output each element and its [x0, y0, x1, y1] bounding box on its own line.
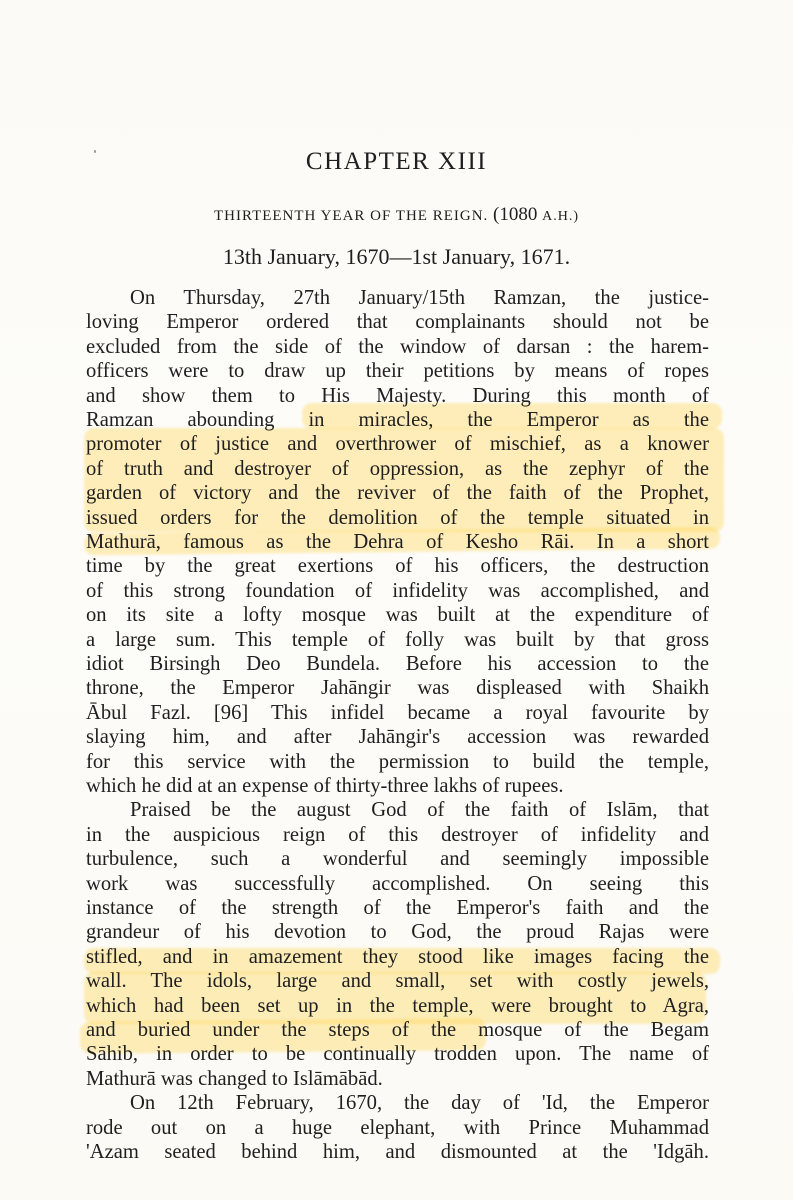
- text-line: promoter of justice and overthrower of mischief, as a knower: [86, 433, 709, 456]
- text-line: on its site a lofty mosque was built at the expenditure of: [86, 604, 709, 627]
- text-line: loving Emperor ordered that complainants should not be: [86, 311, 709, 334]
- chapter-title: CHAPTER XIII: [305, 148, 488, 175]
- chapter-subtitle: [0, 204, 793, 226]
- text-line: turbulence, such a wonderful and seemingly impossible: [86, 848, 709, 871]
- text-line: in the auspicious reign of this destroyer of infidelity and: [86, 823, 709, 846]
- subtitle-reign: THIRTEENTH YEAR OF THE REIGN.: [213, 208, 489, 224]
- text-line: issued orders for the demolition of the temple situated in: [86, 506, 709, 529]
- date-range: 13th January, 1670—1st January, 1671.: [222, 244, 571, 269]
- text-line: work was successfully accomplished. On seeing this: [86, 872, 709, 895]
- text-line: stifled, and in amazement they stood like images facing the: [86, 945, 709, 968]
- text-line: which he did at an expense of thirty-three lakhs of rupees.: [86, 775, 564, 797]
- text-line: of this strong foundation of infidelity was accomplished, and: [86, 579, 709, 602]
- text-line: of truth and destroyer of oppression, as the zephyr of the: [86, 457, 709, 480]
- text-line: On Thursday, 27th January/15th Ramzan, the justice-: [130, 287, 709, 309]
- text-line: Mathurā, famous as the Dehra of Kesho Rāi. In a short: [86, 531, 709, 553]
- text-line: On 12th February, 1670, the day of 'Id, the Emperor: [130, 1092, 709, 1115]
- text-line: wall. The idols, large and small, set with costly jewels,: [86, 970, 709, 993]
- text-line: Ābul Fazl. [96] This infidel became a royal favourite by: [86, 701, 709, 724]
- text-line: and buried under the steps of the mosque of the Begam: [86, 1019, 709, 1041]
- text-line: time by the great exertions of his officers, the destruction: [86, 555, 709, 578]
- text-line: rode out on a huge elephant, with Prince Muhammad: [86, 1116, 709, 1139]
- text-line: idiot Birsingh Deo Bundela. Before his accession to the: [86, 653, 709, 675]
- subtitle-year: (1080: [493, 204, 538, 225]
- text-line: slaying him, and after Jahāngir's accession was rewarded: [86, 726, 709, 749]
- text-line: and show them to His Majesty. During this month of: [86, 384, 709, 407]
- text-line: instance of the strength of the Emperor's faith and the: [86, 897, 709, 919]
- text-line: Praised be the august God of the faith of Islām, that: [130, 799, 709, 822]
- text-line: for this service with the permission to build the temple,: [86, 750, 709, 773]
- text-line: 'Azam seated behind him, and dismounted at the 'Idgāh.: [86, 1141, 709, 1163]
- text-line: excluded from the side of the window of darsan : the harem-: [86, 335, 709, 358]
- text-line: a large sum. This temple of folly was built by that gross: [86, 628, 709, 651]
- subtitle-era: A.H.): [542, 209, 580, 224]
- text-line: Sāhib, in order to be continually trodden upon. The name of: [86, 1043, 709, 1066]
- text-line: Ramzan abounding in miracles, the Emperor as the: [86, 409, 709, 431]
- text-line: throne, the Emperor Jahāngir was displeased with Shaikh: [86, 677, 709, 700]
- text-line: which had been set up in the temple, were brought to Agra,: [86, 994, 709, 1017]
- text-line: Mathurā was changed to Islāmābād.: [86, 1067, 383, 1090]
- text-line: grandeur of his devotion to God, the proud Rajas were: [86, 921, 709, 944]
- text-line: garden of victory and the reviver of the faith of the Prophet,: [86, 482, 709, 505]
- text-line: officers were to draw up their petitions by means of ropes: [86, 360, 709, 383]
